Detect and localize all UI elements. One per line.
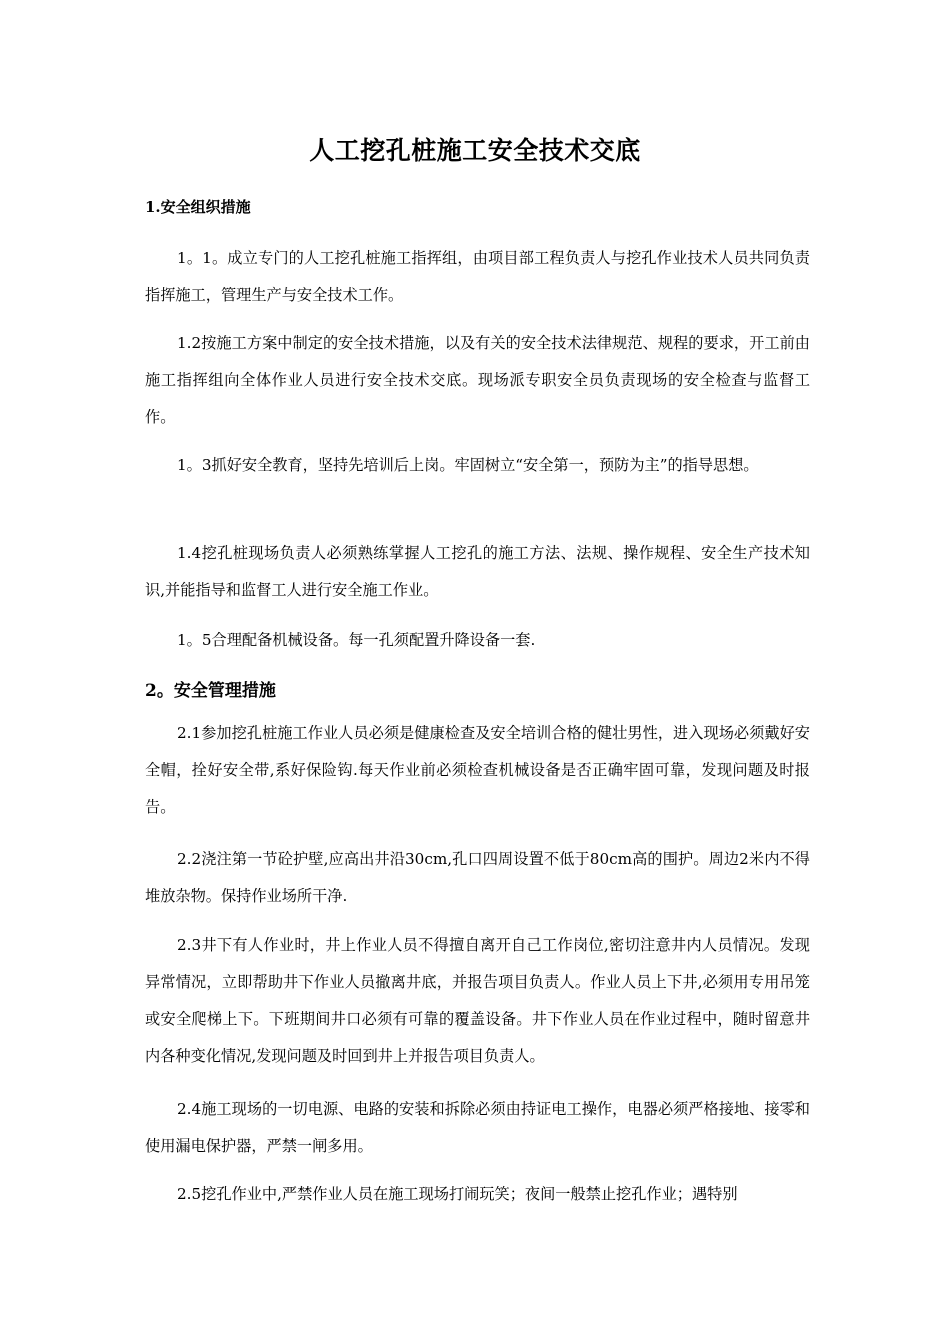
- section-2-heading: 2。安全管理措施: [145, 681, 276, 701]
- section-1-heading: 1.安全组织措施: [145, 198, 251, 216]
- paragraph-2-1: 2.1参加挖孔桩施工作业人员必须是健康检查及安全培训合格的健壮男性，进入现场必须戴好安全帽，拴好安全带,系好保险钩.每天作业前必须检查机械设备是否正确牢固可靠，发现问题及时报告。: [145, 724, 810, 816]
- paragraph-2-2: 2.2浇注第一节砼护壁,应高出井沿30cm,孔口四周设置不低于80cm高的围护。周边2米内不得堆放杂物。保持作业场所干净.: [145, 850, 810, 905]
- paragraph-1-2: 1.2按施工方案中制定的安全技术措施，以及有关的安全技术法律规范、规程的要求，开工前由施工指挥组向全体作业人员进行安全技术交底。现场派专职安全员负责现场的安全检查与监督工作。: [145, 334, 810, 426]
- paragraph-2-3: 2.3井下有人作业时，井上作业人员不得擅自离开自己工作岗位,密切注意井内人员情况。发现异常情况，立即帮助井下作业人员撤离井底，并报告项目负责人。作业人员上下井,必须用专用吊笼或安全爬梯上下。下班期间井口必须有可靠的覆盖设备。井下作业人员在作业过程中，随时留意井内各种变化情况,发现问题及时回到井上并报告项目负责人。: [145, 936, 810, 1065]
- paragraph-1-5: 1。5合理配备机械设备。每一孔须配置升降设备一套.: [177, 631, 536, 649]
- document-title: 人工挖孔桩施工安全技术交底: [309, 136, 641, 165]
- paragraph-2-4: 2.4施工现场的一切电源、电路的安装和拆除必须由持证电工操作，电器必须严格接地、接零和使用漏电保护器，严禁一闸多用。: [145, 1100, 810, 1155]
- paragraph-2-5: 2.5挖孔作业中,严禁作业人员在施工现场打闹玩笑；夜间一般禁止挖孔作业；遇特别: [177, 1185, 738, 1203]
- paragraph-1-3: 1。3抓好安全教育，坚持先培训后上岗。牢固树立“安全第一，预防为主”的指导思想。: [177, 456, 759, 474]
- paragraph-1-1: 1。1。成立专门的人工挖孔桩施工指挥组，由项目部工程负责人与挖孔作业技术人员共同负责指挥施工，管理生产与安全技术工作。: [145, 249, 810, 304]
- paragraph-1-4: 1.4挖孔桩现场负责人必须熟练掌握人工挖孔的施工方法、法规、操作规程、安全生产技术知识,并能指导和监督工人进行安全施工作业。: [145, 544, 810, 599]
